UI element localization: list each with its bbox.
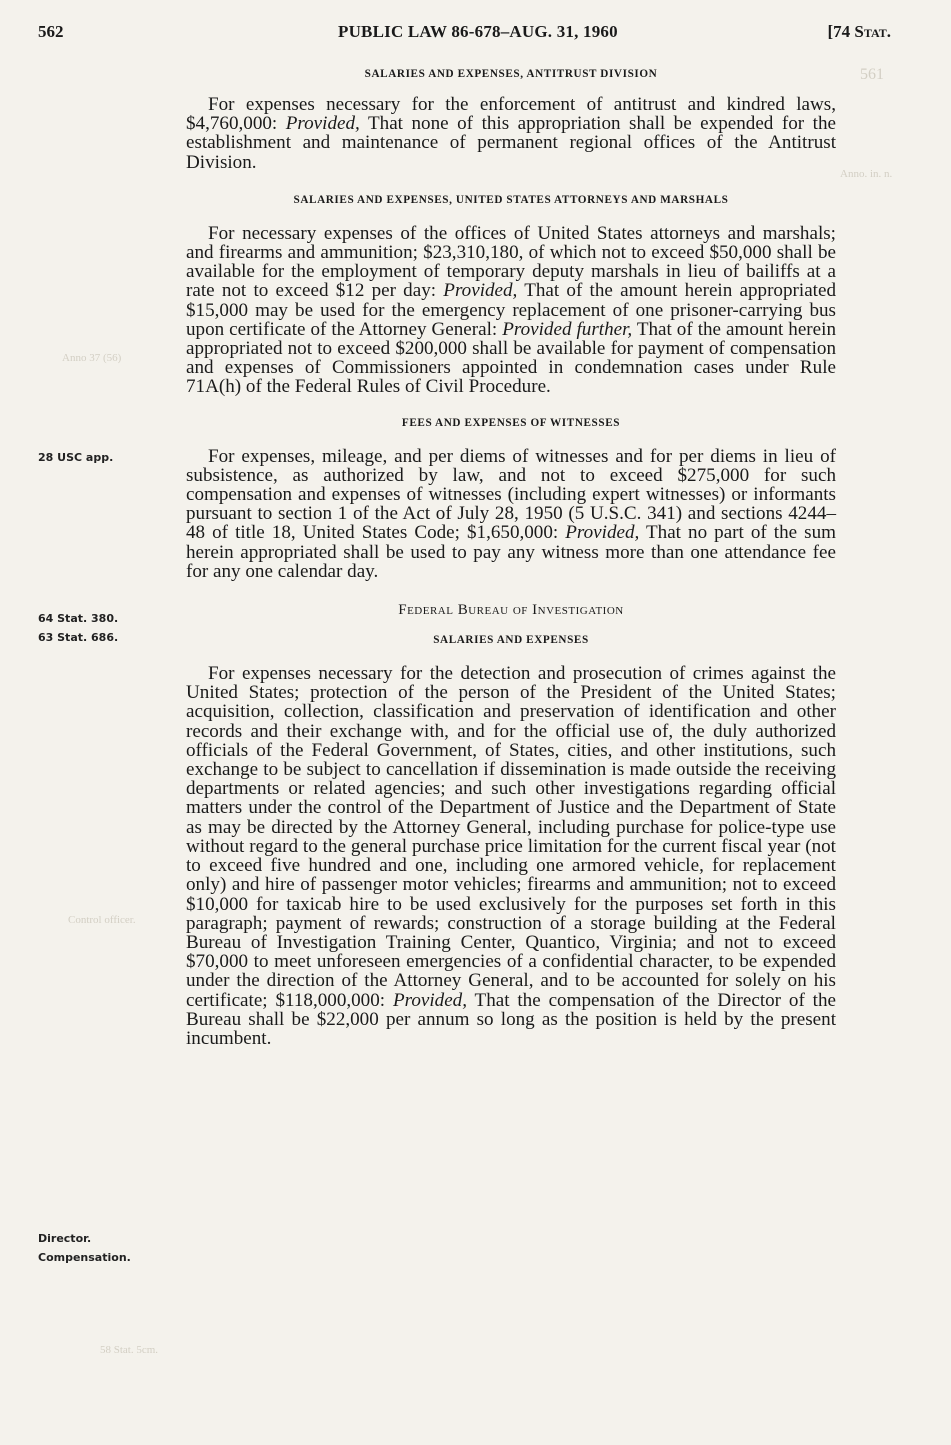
ghost-text: Control officer. xyxy=(68,914,136,926)
section-heading-attorneys: SALARIES AND EXPENSES, UNITED STATES ATTORNEYS AND MARSHALS xyxy=(293,193,729,206)
ghost-text: 58 Stat. 5cm. xyxy=(100,1344,159,1356)
paragraph-witnesses: For expenses, mileage, and per diems of witnesses and for per diems in lieu of subsistence, as authorized by law, and not to exceed $275,000 for such compensation and expenses of witnesses (including expert witnesses) or informants pursuant to section 1 of the Act of July 28, 1950 (5 U.S.C. 341) and sections 4244–48 of title 18, United States Code; $1,650,000: Provided, That no part of the sum herein appropriated shall be used to pay any witness more than one attendance fee for any one calendar day. xyxy=(186,445,836,582)
margin-note-usc: 28 USC app. xyxy=(38,451,114,464)
section-heading-fbi: SALARIES AND EXPENSES xyxy=(433,634,589,647)
ghost-text: Anno 37 (56) xyxy=(62,352,122,364)
section-heading-antitrust: SALARIES AND EXPENSES, ANTITRUST DIVISION xyxy=(364,68,658,80)
document-body xyxy=(186,66,836,1048)
paragraph-attorneys: For necessary expenses of the offices of United States attorneys and marshals; and firearms and ammunition; $23,310,180, of which not to exceed $50,000 shall be available for the employment of temporary deputy marshals in lieu of bailiffs at a rate not to exceed $12 per day: Provided, That of the amount herein appropriated $15,000 may be used for the emergency replacement of one prisoner-carrying bus upon certificate of the Attorney General: Provided further, That of the amount herein appropriated not to exceed $200,000 shall be available for payment of compensation and expenses of Commissioners appointed in condemnation cases under Rule 71A(h) of the Federal Rules of Civil Procedure. xyxy=(186,222,836,398)
ghost-text: Anno. in. n. xyxy=(840,168,893,180)
volume-reference: [74 Stat. xyxy=(827,22,891,41)
page-number: 562 xyxy=(38,22,64,41)
section-heading-witnesses: FEES AND EXPENSES OF WITNESSES xyxy=(401,416,621,429)
paragraph-fbi: For expenses necessary for the detection and prosecution of crimes against the United States; protection of the person of the President of the United States; acquisition, collection, classification and preservation of identification and other records and their exchange with, and for the official use of, the duly authorized officials of the Federal Government, of States, cities, and other institutions, such exchange to be subject to cancellation if dissemination is made outside the receiving departments or related agencies; and such other investigations regarding official matters under the control of the Department of Justice and the Department of State as may be directed by the Attorney General, including purchase for police-type use without regard to the general purchase price limitation for the current fiscal year (not to exceed five hundred and one, including one armored vehicle, for replacement only) and hire of passenger motor vehicles; firearms and ammunition; not to exceed $10,000 for taxicab hire to be used exclusively for the purposes set forth in this paragraph; payment of rewards; construction of a storage building at the Federal Bureau of Investigation Training Center, Quantico, Virginia; and not to exceed $70,000 to meet unforeseen emergencies of a confidential character, to be expended under the direction of the Attorney General, and to be accounted for solely on his certificate; $118,000,000: Provided, That the compensation of the Director of the Bureau shall be $22,000 per annum so long as the position is held by the present incumbent. xyxy=(186,663,836,1049)
paragraph-antitrust: For expenses necessary for the enforcement of antitrust and kindred laws, $4,760,000: Provided, That none of this appropriation shall be expended for the establishment and maintenance of permanent regional offices of the Antitrust Division. xyxy=(186,94,836,173)
bureau-heading: Federal Bureau of Investigation xyxy=(398,602,624,619)
margin-note-stat-1: 64 Stat. 380. xyxy=(38,612,119,625)
header-title: PUBLIC LAW 86-678–AUG. 31, 1960 xyxy=(338,22,618,41)
ghost-text: 561 xyxy=(860,66,884,83)
margin-note-stat-2: 63 Stat. 686. xyxy=(38,631,119,644)
margin-note-compensation: Compensation. xyxy=(38,1251,131,1264)
margin-note-director: Director. xyxy=(38,1232,92,1245)
page-header xyxy=(38,22,891,48)
